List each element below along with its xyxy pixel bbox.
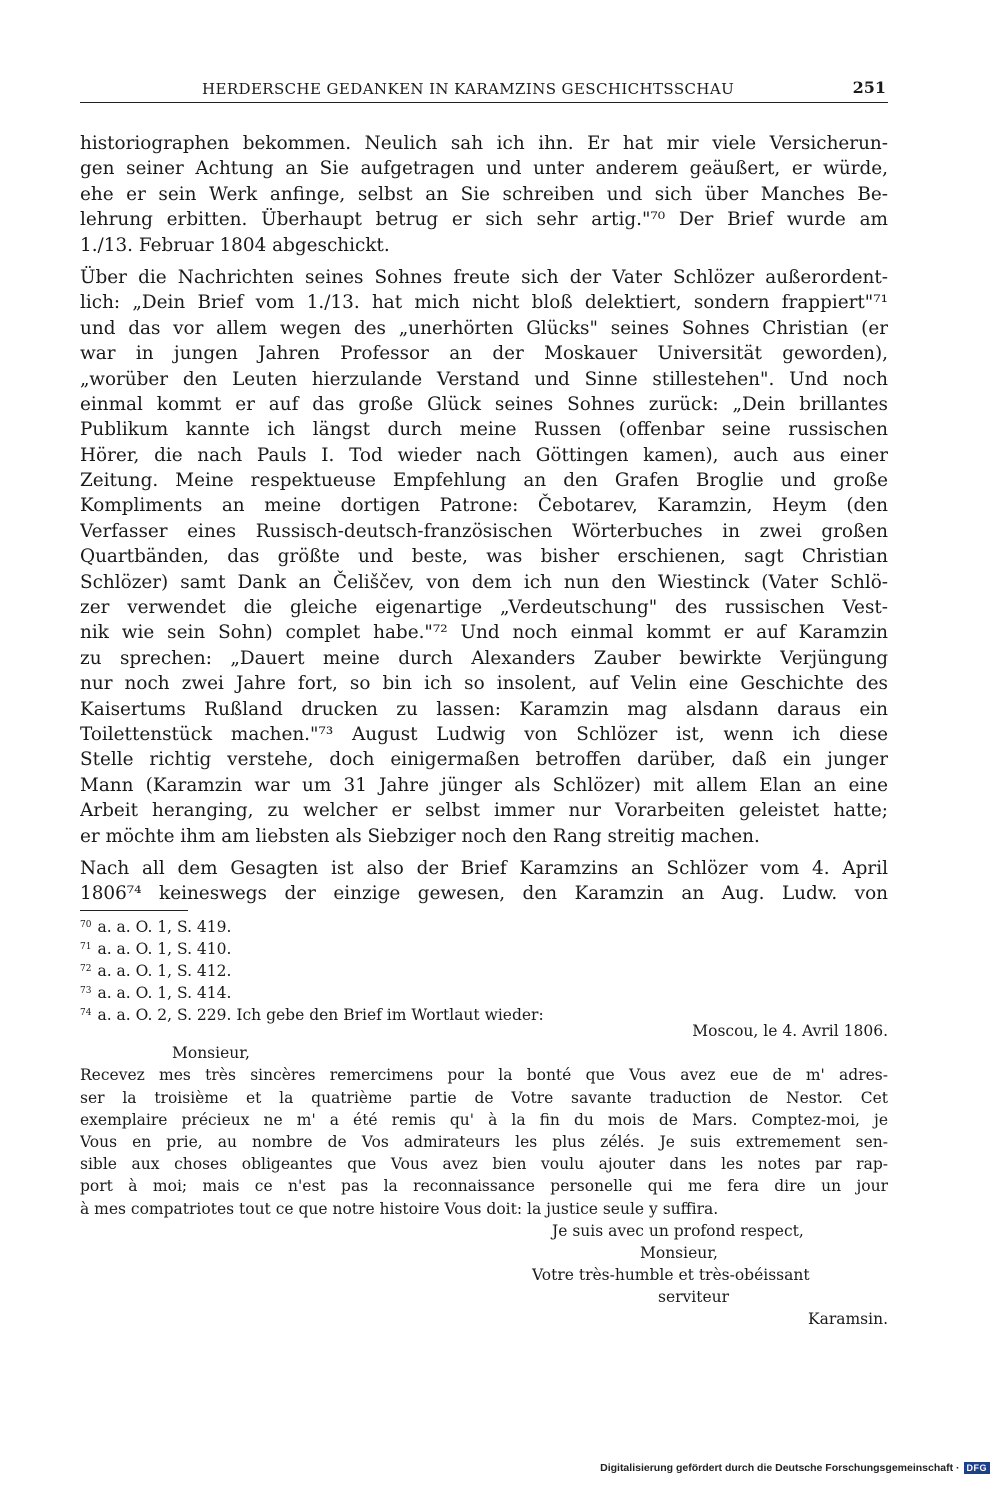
paragraph bbox=[80, 856, 888, 907]
quoted-letter bbox=[80, 1020, 888, 1331]
text-line: ehe er sein Werk anfinge, selbst an Sie schreiben und sich über Manches Be- bbox=[80, 183, 888, 205]
footnote: $^{71}$ a. a. O. 1, S. 410. bbox=[80, 940, 232, 958]
text-line: Stelle richtig verstehe, doch einigermaßen betroffen darüber, daß ein junger bbox=[80, 749, 888, 771]
text-line: und das vor allem wegen des „unerhörten Glücks" seines Sohnes Christian (er bbox=[80, 317, 888, 339]
letter-salutation: Monsieur, bbox=[172, 1044, 250, 1063]
digitization-credit bbox=[600, 1462, 990, 1474]
letter-line: exemplaire précieux ne m' a été remis qu' à la fin du mois de Mars. Comptez-moi, je bbox=[80, 1110, 888, 1129]
text-line: Nach all dem Gesagten ist also der Brief Karamzins an Schlözer vom 4. April bbox=[80, 857, 888, 879]
text-line: Mann (Karamzin war um 31 Jahre jünger als Schlözer) mit allem Elan an eine bbox=[80, 774, 888, 796]
text-line: Publikum kannte ich längst durch meine Russen (offenbar seine russischen bbox=[80, 419, 888, 441]
text-line: lehrung erbitten. Überhaupt betrug er sich sehr artig."⁷⁰ Der Brief wurde am bbox=[80, 209, 888, 231]
running-header bbox=[80, 78, 888, 103]
text-line: Zeitung. Meine respektueuse Empfehlung an den Grafen Broglie und große bbox=[80, 470, 888, 492]
credit-text: Digitalisierung gefördert durch die Deutsche Forschungsgemeinschaft · bbox=[600, 1462, 960, 1474]
text-line: zer verwendet die gleiche eigenartige „Verdeutschung" des russischen Vest- bbox=[80, 597, 888, 619]
body-text bbox=[80, 131, 888, 907]
letter-line: Vous en prie, au nombre de Vos admirateurs les plus zélés. Je suis extremement sen- bbox=[80, 1132, 888, 1151]
text-line: 1806⁷⁴ keineswegs der einzige gewesen, den Karamzin an Aug. Ludw. von bbox=[80, 883, 888, 905]
letter-line: Recevez mes très sincères remercimens pour la bonté que Vous avez eue de m' adres- bbox=[80, 1066, 888, 1085]
running-title: HERDERSCHE GEDANKEN IN KARAMZINS GESCHICHTSSCHAU bbox=[202, 80, 735, 98]
text-line: Toilettenstück machen."⁷³ August Ludwig von Schlözer ist, wenn ich diese bbox=[80, 723, 888, 745]
footnote-separator bbox=[80, 910, 188, 911]
text-line: Kaisertums Rußland drucken zu lassen: Karamzin mag alsdann daraus ein bbox=[80, 698, 888, 720]
paragraph bbox=[80, 265, 888, 849]
text-line: Quartbänden, das größte und beste, was bisher erschienen, sagt Christian bbox=[80, 546, 888, 568]
text-line: Kompliments an meine dortigen Patrone: Čebotarev, Karamzin, Heym (den bbox=[80, 495, 888, 517]
text-line: zu sprechen: „Dauert meine durch Alexanders Zauber bewirkte Verjüngung bbox=[80, 647, 888, 669]
text-line: Schlözer) samt Dank an Čeliščev, von dem ich nun den Wiestinck (Vater Schlö- bbox=[80, 571, 888, 593]
text-line: er möchte ihm am liebsten als Siebziger noch den Rang streitig machen. bbox=[80, 825, 760, 847]
text-line: nik wie sein Sohn) complet habe."⁷² Und noch einmal kommt er auf Karamzin bbox=[80, 622, 888, 644]
letter-closing: Votre très-humble et très-obéissant bbox=[532, 1266, 810, 1285]
footnote: $^{70}$ a. a. O. 1, S. 419. bbox=[80, 918, 232, 936]
footnote: $^{72}$ a. a. O. 1, S. 412. bbox=[80, 962, 232, 980]
text-line: gen seiner Achtung an Sie aufgetragen und unter anderem geäußert, er würde, bbox=[80, 158, 888, 180]
letter-signature: Karamsin. bbox=[808, 1310, 888, 1329]
letter-line: port à moi; mais ce n'est pas la reconnaissance personelle qui me fera dire un jour bbox=[80, 1177, 888, 1196]
text-line: 1./13. Februar 1804 abgeschickt. bbox=[80, 234, 390, 256]
letter-dateline: Moscou, le 4. Avril 1806. bbox=[692, 1022, 888, 1040]
footnote: $^{74}$ a. a. O. 2, S. 229. Ich gebe den Brief im Wortlaut wieder: bbox=[80, 1006, 544, 1024]
paragraph bbox=[80, 131, 888, 258]
text-line: „worüber den Leuten hierzulande Verstand und Sinne stillestehen". Und noch bbox=[80, 368, 888, 390]
text-line: einmal kommt er auf das große Glück seines Sohnes zurück: „Dein brillantes bbox=[80, 393, 888, 415]
text-line: Arbeit heranging, zu welcher er selbst immer nur Vorarbeiten geleistet hatte; bbox=[80, 800, 888, 822]
text-line: Verfasser eines Russisch-deutsch-französischen Wörterbuches in zwei großen bbox=[80, 520, 888, 542]
dfg-logo: DFG bbox=[964, 1462, 991, 1474]
text-line: nur noch zwei Jahre fort, so bin ich so insolent, auf Velin eine Geschichte des bbox=[80, 673, 888, 695]
letter-line: sible aux choses obligeantes que Vous avez bien voulu ajouter dans les notes par rap- bbox=[80, 1155, 888, 1174]
text-line: Über die Nachrichten seines Sohnes freute sich der Vater Schlözer außerordent- bbox=[80, 266, 888, 288]
text-line: lich: „Dein Brief vom 1./13. hat mich nicht bloß delektiert, sondern frappiert"⁷¹ bbox=[80, 292, 888, 314]
page-number: 251 bbox=[852, 78, 886, 97]
letter-closing: Monsieur, bbox=[640, 1243, 718, 1262]
letter-closing: Je suis avec un profond respect, bbox=[552, 1221, 804, 1240]
footnotes bbox=[80, 914, 888, 1024]
footnote: $^{73}$ a. a. O. 1, S. 414. bbox=[80, 984, 232, 1002]
text-line: war in jungen Jahren Professor an der Moskauer Universität geworden), bbox=[80, 343, 888, 365]
letter-line: à mes compatriotes tout ce que notre histoire Vous doit: la justice seule y suffira. bbox=[80, 1199, 719, 1218]
text-line: historiographen bekommen. Neulich sah ich ihn. Er hat mir viele Versicherun- bbox=[80, 133, 888, 154]
letter-line: ser la troisième et la quatrième partie de Votre savante traduction de Nestor. Cet bbox=[80, 1088, 888, 1107]
letter-closing: serviteur bbox=[658, 1288, 730, 1307]
text-line: Hörer, die nach Pauls I. Tod wieder nach Göttingen kamen), auch aus einer bbox=[80, 444, 888, 466]
